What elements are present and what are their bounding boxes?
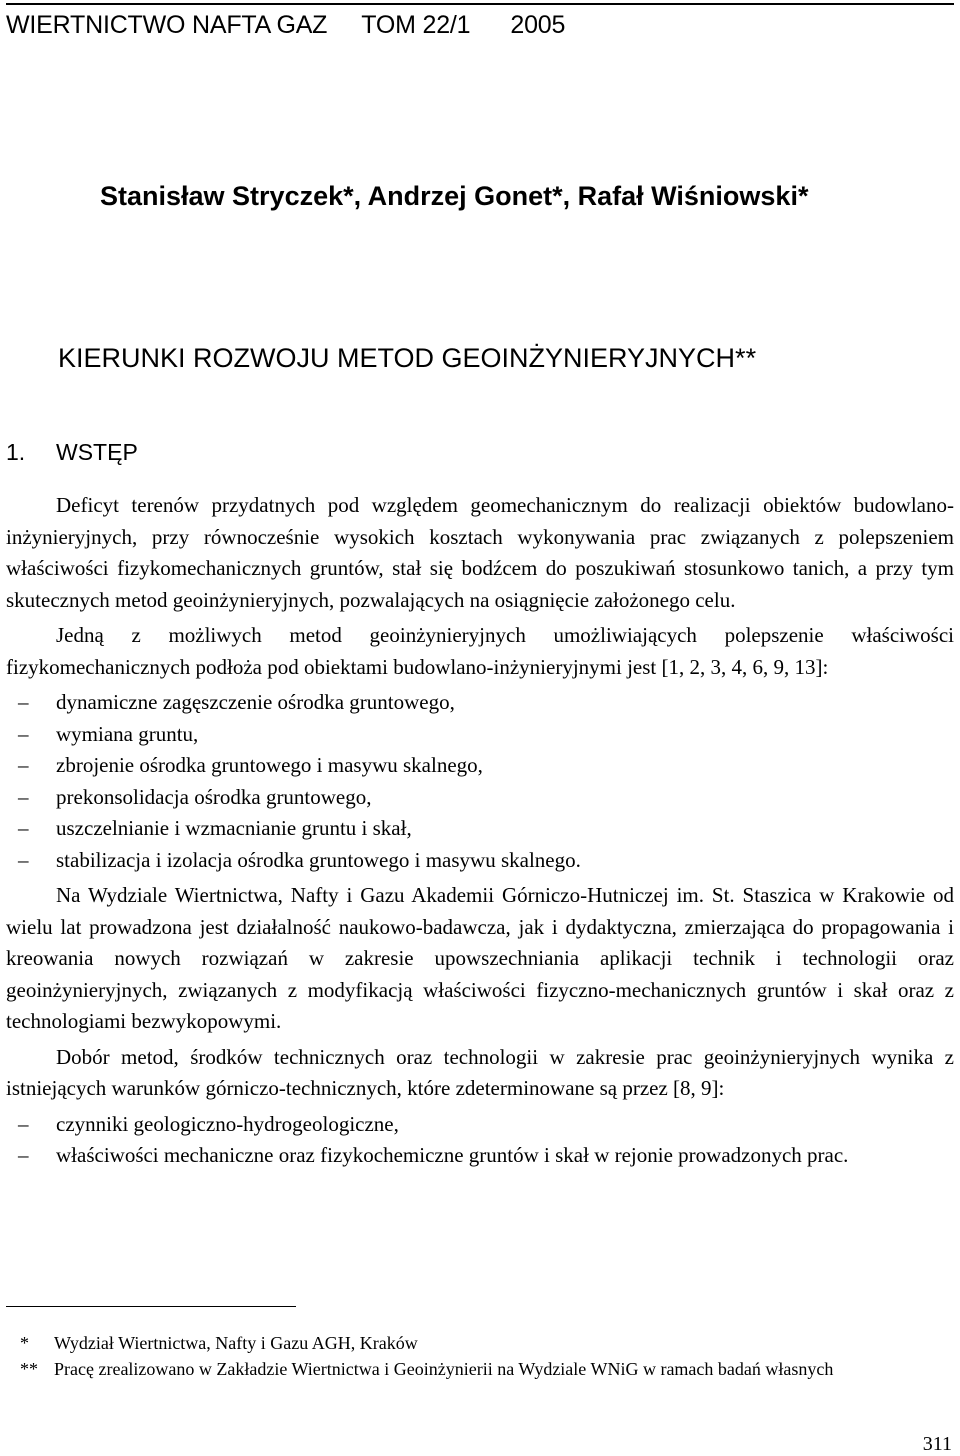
list-dash: – — [18, 721, 29, 746]
method-list — [6, 687, 954, 876]
footnote-mark: ** — [20, 1359, 38, 1379]
list-item-text: prekonsolidacja ośrodka gruntowego, — [56, 784, 372, 809]
list-dash: – — [18, 1111, 29, 1136]
list-item — [6, 813, 954, 845]
section-number: 1. — [6, 439, 26, 465]
list-item-text: właściwości mechaniczne oraz fizykochemiczne gruntów i skał w rejonie prowadzonych prac. — [56, 1143, 849, 1167]
paragraph: Dobór metod, środków technicznych oraz technologii w zakresie prac geoinżynieryjnych wynika z istniejących warunków górniczo-technicznych, które zdeterminowane są przez [8, 9]: — [6, 1044, 954, 1100]
list-item-text: stabilizacja i izolacja ośrodka gruntowego i masywu skalnego. — [56, 847, 581, 872]
journal-name: WIERTNICTWO NAFTA GAZ — [6, 11, 328, 39]
footnote-rule — [6, 1306, 296, 1307]
header-rule — [6, 3, 954, 5]
journal-volume: TOM 22/1 — [361, 11, 471, 39]
footnote-mark: * — [20, 1333, 29, 1353]
list-item — [6, 782, 954, 814]
body-text — [6, 490, 954, 1176]
list-dash: – — [18, 690, 29, 714]
list-item — [6, 687, 954, 719]
footnote-text: Wydział Wiertnictwa, Nafty i Gazu AGH, Kraków — [54, 1333, 418, 1353]
factor-list — [6, 1109, 954, 1172]
list-item — [6, 750, 954, 782]
list-item-text: dynamiczne zagęszczenie ośrodka gruntowego, — [56, 690, 455, 714]
page-number: 311 — [922, 1433, 952, 1455]
list-item-text: wymiana gruntu, — [56, 721, 199, 746]
list-item-text: czynniki geologiczno-hydrogeologiczne, — [56, 1111, 399, 1136]
paragraph: Na Wydziale Wiertnictwa, Nafty i Gazu Akademii Górniczo-Hutniczej im. St. Staszica w Krakowie od wielu lat prowadzona jest działalność naukowo-badawcza, jak i dydaktyczna, zmierzająca do propagowania i kreowania nowych rozwiązań w zakresie upowszechniania aplikacji technik i technologii oraz geoinżynieryjnych, związanych z modyfikacją właściwości fizyczno-mechanicznych gruntów i skał oraz z technologiami bezwykopowymi. — [6, 883, 954, 1033]
journal-header — [6, 8, 565, 42]
footnote — [6, 1330, 954, 1356]
list-dash: – — [18, 816, 29, 840]
list-dash: – — [18, 784, 29, 809]
paragraph: Deficyt terenów przydatnych pod względem geomechanicznym do realizacji obiektów budowlano-inżynieryjnych, przy równocześnie wysokich kosztach wykonywania prac związanych z polepszeniem właściwości fizykomechanicznych gruntów, stał się bodźcem do poszukiwań stosunkowo tanich, a przy tym skutecznych metod geoinżynieryjnych, pozwalających na osiągnięcie założonego celu. — [6, 493, 954, 612]
article-title: KIERUNKI ROZWOJU METOD GEOINŻYNIERYJNYCH** — [58, 343, 757, 373]
authors: Stanisław Stryczek*, Andrzej Gonet*, Rafał Wiśniowski* — [100, 181, 809, 211]
list-item-text: zbrojenie ośrodka gruntowego i masywu skalnego, — [56, 753, 483, 777]
list-item — [6, 719, 954, 751]
footnote — [6, 1356, 954, 1382]
list-dash: – — [18, 847, 29, 872]
list-item — [6, 1140, 954, 1172]
section-heading — [6, 437, 138, 467]
footnotes — [6, 1330, 954, 1382]
list-dash: – — [18, 1143, 29, 1167]
footnote-text: Pracę zrealizowano w Zakładzie Wiertnictwa i Geoinżynierii na Wydziale WNiG w ramach badań własnych — [54, 1359, 834, 1379]
list-item — [6, 1109, 954, 1141]
list-dash: – — [18, 753, 29, 777]
list-item — [6, 845, 954, 877]
section-title: WSTĘP — [56, 439, 138, 465]
journal-year: 2005 — [510, 11, 566, 39]
paragraph: Jedną z możliwych metod geoinżynieryjnych umożliwiających polepszenie właściwości fizykomechanicznych podłoża pod obiektami budowlano-inżynieryjnymi jest [1, 2, 3, 4, 6, 9, 13]: — [6, 623, 954, 679]
list-item-text: uszczelnianie i wzmacnianie gruntu i skał, — [56, 816, 412, 840]
